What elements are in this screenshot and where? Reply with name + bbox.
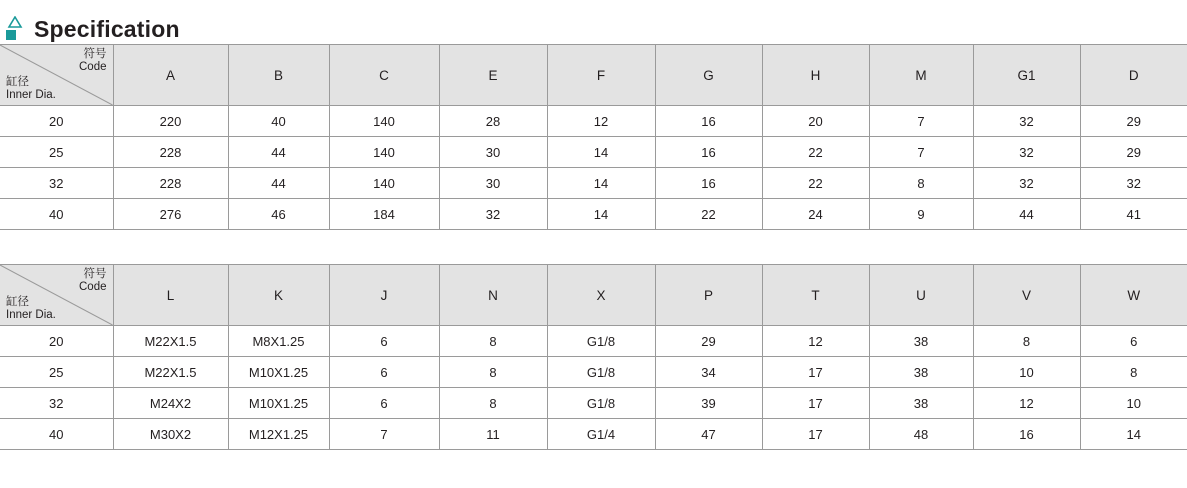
column-header: D (1080, 45, 1187, 106)
column-header: M (869, 45, 973, 106)
table-cell: 20 (762, 106, 869, 137)
table-cell: 29 (1080, 137, 1187, 168)
table-cell: 38 (869, 357, 973, 388)
column-header: B (228, 45, 329, 106)
table-cell: 8 (439, 357, 547, 388)
table-cell: 17 (762, 357, 869, 388)
table-cell: 12 (973, 388, 1080, 419)
table-cell: 22 (762, 137, 869, 168)
table-cell: M8X1.25 (228, 326, 329, 357)
table-cell: M10X1.25 (228, 388, 329, 419)
table-cell: 10 (973, 357, 1080, 388)
triangle-square-logo-icon (4, 16, 28, 42)
column-header: N (439, 265, 547, 326)
table-cell: 184 (329, 199, 439, 230)
table-row (0, 199, 1187, 230)
table-cell: 38 (869, 326, 973, 357)
table-cell: M22X1.5 (113, 326, 228, 357)
table-cell: 30 (439, 168, 547, 199)
table-row (0, 137, 1187, 168)
column-header: W (1080, 265, 1187, 326)
spec-table-1 (0, 44, 1187, 230)
table-cell: G1/8 (547, 388, 655, 419)
table-cell: 140 (329, 168, 439, 199)
page-title-row (0, 0, 1187, 44)
spec-table-1-wrapper (0, 44, 1187, 230)
table-row (0, 357, 1187, 388)
table-cell: 7 (869, 137, 973, 168)
table-cell: 44 (228, 168, 329, 199)
corner-inner-en: Inner Dia. (6, 308, 56, 321)
table-cell: 12 (547, 106, 655, 137)
table-cell: 8 (1080, 357, 1187, 388)
table-cell: M12X1.25 (228, 419, 329, 450)
table-cell: 44 (228, 137, 329, 168)
spec-table-2 (0, 264, 1187, 450)
table-cell: 32 (973, 137, 1080, 168)
corner-code-cn: 符号 (83, 48, 107, 60)
corner-inner-label (6, 296, 56, 322)
table-header-row (0, 265, 1187, 326)
table-cell: 8 (439, 388, 547, 419)
column-header: T (762, 265, 869, 326)
table-cell: 29 (1080, 106, 1187, 137)
table-cell: M10X1.25 (228, 357, 329, 388)
table-cell: 16 (655, 168, 762, 199)
column-header: X (547, 265, 655, 326)
table-row (0, 419, 1187, 450)
table-cell: 140 (329, 106, 439, 137)
table-cell: 46 (228, 199, 329, 230)
column-header: K (228, 265, 329, 326)
table-cell: M24X2 (113, 388, 228, 419)
table-cell: 22 (655, 199, 762, 230)
table-cell: 7 (329, 419, 439, 450)
row-key: 32 (0, 168, 113, 199)
table-cell: 10 (1080, 388, 1187, 419)
column-header: H (762, 45, 869, 106)
table-cell: 14 (547, 137, 655, 168)
table-cell: 8 (973, 326, 1080, 357)
table-cell: 6 (1080, 326, 1187, 357)
table-cell: 16 (655, 137, 762, 168)
table-cell: 16 (973, 419, 1080, 450)
table-cell: M30X2 (113, 419, 228, 450)
table-cell: 47 (655, 419, 762, 450)
table-cell: 32 (973, 106, 1080, 137)
row-key: 25 (0, 357, 113, 388)
table-cell: 140 (329, 137, 439, 168)
corner-code-en: Code (79, 281, 107, 294)
corner-inner-cn: 缸径 (6, 75, 29, 88)
table-cell: 228 (113, 137, 228, 168)
column-header: C (329, 45, 439, 106)
column-header: G (655, 45, 762, 106)
table-cell: 12 (762, 326, 869, 357)
corner-code-label (79, 268, 107, 294)
spec-table-2-wrapper (0, 264, 1187, 450)
table-row (0, 106, 1187, 137)
table-cell: 6 (329, 388, 439, 419)
table-cell: 24 (762, 199, 869, 230)
table-cell: 11 (439, 419, 547, 450)
table-cell: 32 (973, 168, 1080, 199)
table-cell: G1/8 (547, 357, 655, 388)
table-cell: 7 (869, 106, 973, 137)
column-header: F (547, 45, 655, 106)
row-key: 20 (0, 106, 113, 137)
table-cell: 48 (869, 419, 973, 450)
column-header: G1 (973, 45, 1080, 106)
column-header: E (439, 45, 547, 106)
corner-inner-cn: 缸径 (6, 295, 29, 308)
table-cell: G1/8 (547, 326, 655, 357)
table-spacer (0, 230, 1187, 264)
row-key: 32 (0, 388, 113, 419)
table-cell: 40 (228, 106, 329, 137)
corner-inner-label (6, 76, 56, 102)
table-cell: 44 (973, 199, 1080, 230)
column-header: P (655, 265, 762, 326)
table-cell: 17 (762, 388, 869, 419)
column-header: A (113, 45, 228, 106)
corner-code-cn: 符号 (83, 268, 107, 280)
table-cell: 8 (869, 168, 973, 199)
table-cell: 228 (113, 168, 228, 199)
table-row (0, 326, 1187, 357)
table-cell: 32 (439, 199, 547, 230)
page-title: Specification (34, 15, 180, 42)
column-header: V (973, 265, 1080, 326)
table-cell: 32 (1080, 168, 1187, 199)
table-cell: M22X1.5 (113, 357, 228, 388)
table-cell: 29 (655, 326, 762, 357)
table-cell: 28 (439, 106, 547, 137)
table-row (0, 168, 1187, 199)
corner-code-en: Code (79, 61, 107, 74)
table-header-row (0, 45, 1187, 106)
table-cell: 8 (439, 326, 547, 357)
corner-header-cell (0, 265, 113, 326)
column-header: L (113, 265, 228, 326)
table-cell: 6 (329, 326, 439, 357)
table-cell: 16 (655, 106, 762, 137)
table-cell: 14 (1080, 419, 1187, 450)
table-cell: 17 (762, 419, 869, 450)
corner-header-cell (0, 45, 113, 106)
column-header: U (869, 265, 973, 326)
table-cell: G1/4 (547, 419, 655, 450)
table-cell: 41 (1080, 199, 1187, 230)
table-cell: 34 (655, 357, 762, 388)
table-cell: 220 (113, 106, 228, 137)
table-cell: 30 (439, 137, 547, 168)
table-row (0, 388, 1187, 419)
table-cell: 14 (547, 168, 655, 199)
table-cell: 276 (113, 199, 228, 230)
table-cell: 9 (869, 199, 973, 230)
table-cell: 22 (762, 168, 869, 199)
row-key: 40 (0, 419, 113, 450)
row-key: 25 (0, 137, 113, 168)
table-cell: 38 (869, 388, 973, 419)
table-cell: 14 (547, 199, 655, 230)
corner-inner-en: Inner Dia. (6, 88, 56, 101)
row-key: 40 (0, 199, 113, 230)
row-key: 20 (0, 326, 113, 357)
table-cell: 39 (655, 388, 762, 419)
table-cell: 6 (329, 357, 439, 388)
corner-code-label (79, 48, 107, 74)
column-header: J (329, 265, 439, 326)
